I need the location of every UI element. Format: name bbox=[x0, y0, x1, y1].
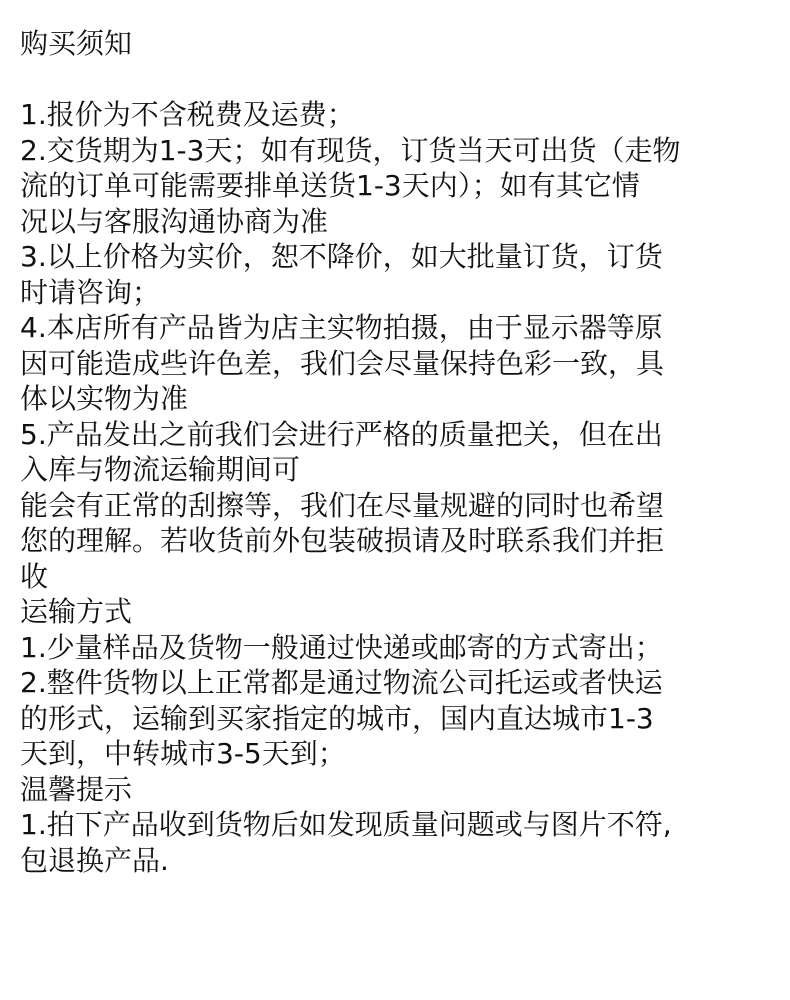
purchase-note-line: 况以与客服沟通协商为准 bbox=[20, 204, 329, 238]
tips-note-line: 包退换产品. bbox=[20, 843, 169, 877]
purchase-note-line: 3.以上价格为实价，恕不降价，如大批量订货，订货 bbox=[20, 240, 663, 273]
purchase-note-line: 入库与物流运输期间可 bbox=[20, 453, 301, 486]
tips-section-title: 温馨提示 bbox=[20, 772, 133, 806]
purchase-note-line: 您的理解。若收货前外包装破损请及时联系我们并拒 bbox=[20, 524, 665, 557]
tips-note-line: 1.拍下产品收到货物后如发现质量问题或与图片不符, bbox=[20, 808, 672, 841]
purchase-note-line: 1.报价为不含税费及运费； bbox=[20, 98, 355, 131]
purchase-note-line: 4.本店所有产品皆为店主实物拍摄，由于显示器等原 bbox=[20, 311, 663, 344]
purchase-note-line: 5.产品发出之前我们会进行严格的质量把关，但在出 bbox=[20, 417, 663, 451]
document-title: 购买须知 bbox=[20, 27, 133, 60]
blank-line bbox=[20, 62, 775, 98]
shipping-section-title: 运输方式 bbox=[20, 595, 133, 628]
shipping-note-line: 2.整件货物以上正常都是通过物流公司托运或者快运 bbox=[20, 666, 663, 699]
purchase-note-line: 能会有正常的刮擦等，我们在尽量规避的同时也希望 bbox=[20, 488, 665, 522]
purchase-note-line: 2.交货期为1-3天；如有现货，订货当天可出货（走物 bbox=[20, 133, 681, 167]
purchase-notice-document bbox=[20, 26, 775, 878]
purchase-note-line: 时请咨询； bbox=[20, 275, 161, 309]
purchase-note-line: 收 bbox=[20, 559, 49, 593]
shipping-note-line: 天到，中转城市3-5天到； bbox=[20, 737, 346, 770]
purchase-note-line: 体以实物为准 bbox=[20, 382, 189, 415]
shipping-note-line: 的形式，运输到买家指定的城市，国内直达城市1-3 bbox=[20, 701, 654, 735]
purchase-note-line: 因可能造成些许色差，我们会尽量保持色彩一致，具 bbox=[20, 346, 665, 380]
purchase-note-line: 流的订单可能需要排单送货1-3天内）；如有其它情 bbox=[20, 169, 640, 202]
shipping-note-line: 1.少量样品及货物一般通过快递或邮寄的方式寄出； bbox=[20, 630, 663, 664]
